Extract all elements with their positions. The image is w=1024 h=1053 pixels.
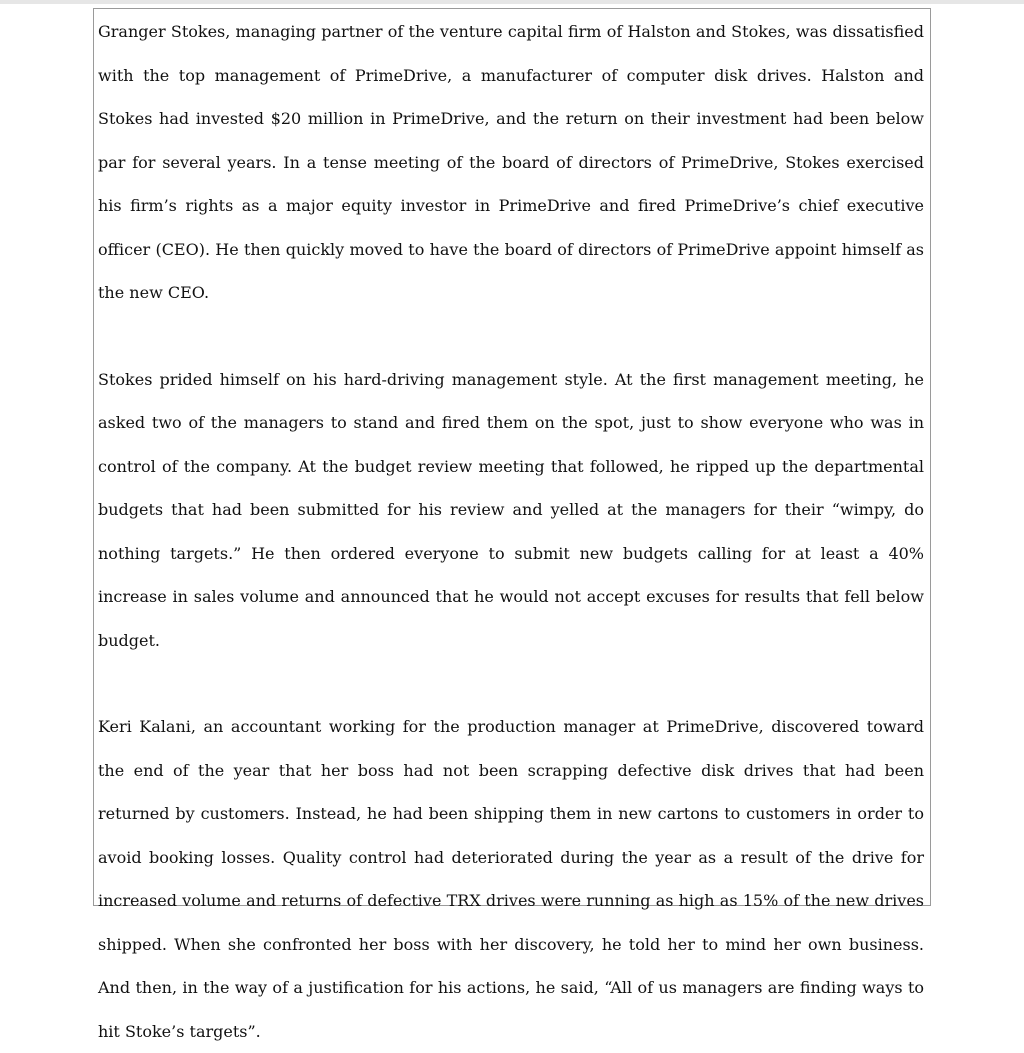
paragraph-1: Granger Stokes, managing partner of the venture capital firm of Halston and Stokes, was dissatisfied with the top management of PrimeDrive, a manufacturer of computer disk drives. Halston and Stokes had invested $20 million in PrimeDrive, and the return on their investment had been below par for several years. In a tense meeting of the board of directors of PrimeDrive, Stokes exercised his firm’s rights as a major equity investor in PrimeDrive and fired PrimeDrive’s chief executive officer (CEO). He then quickly moved to have the board of directors of PrimeDrive appoint himself as the new CEO. bbox=[98, 22, 924, 302]
paragraph-3: Keri Kalani, an accountant working for the production manager at PrimeDrive, discovered toward the end of the year that her boss had not been scrapping defective disk drives that had been returned by customers. Instead, he had been shipping them in new cartons to customers in order to avoid booking losses. Quality control had deteriorated during the year as a result of the drive for increased volume and returns of defective TRX drives were running as high as 15% of the new drives shipped. When she confronted her boss with her discovery, he told her to mind her own business. And then, in the way of a justification for his actions, he said, “All of us managers are finding ways to hit Stoke’s targets”. bbox=[98, 717, 924, 1041]
document-frame bbox=[93, 8, 931, 1041]
paragraph-2: Stokes prided himself on his hard-driving management style. At the first management meeting, he asked two of the managers to stand and fired them on the spot, just to show everyone who was in control of the company. At the budget review meeting that followed, he ripped up the departmental budgets that had been submitted for his review and yelled at the managers for their “wimpy, do nothing targets.” He then ordered everyone to submit new budgets calling for at least a 40% increase in sales volume and announced that he would not accept excuses for results that fell below budget. bbox=[98, 369, 924, 650]
top-divider bbox=[0, 0, 1024, 4]
document-body bbox=[98, 9, 924, 1053]
